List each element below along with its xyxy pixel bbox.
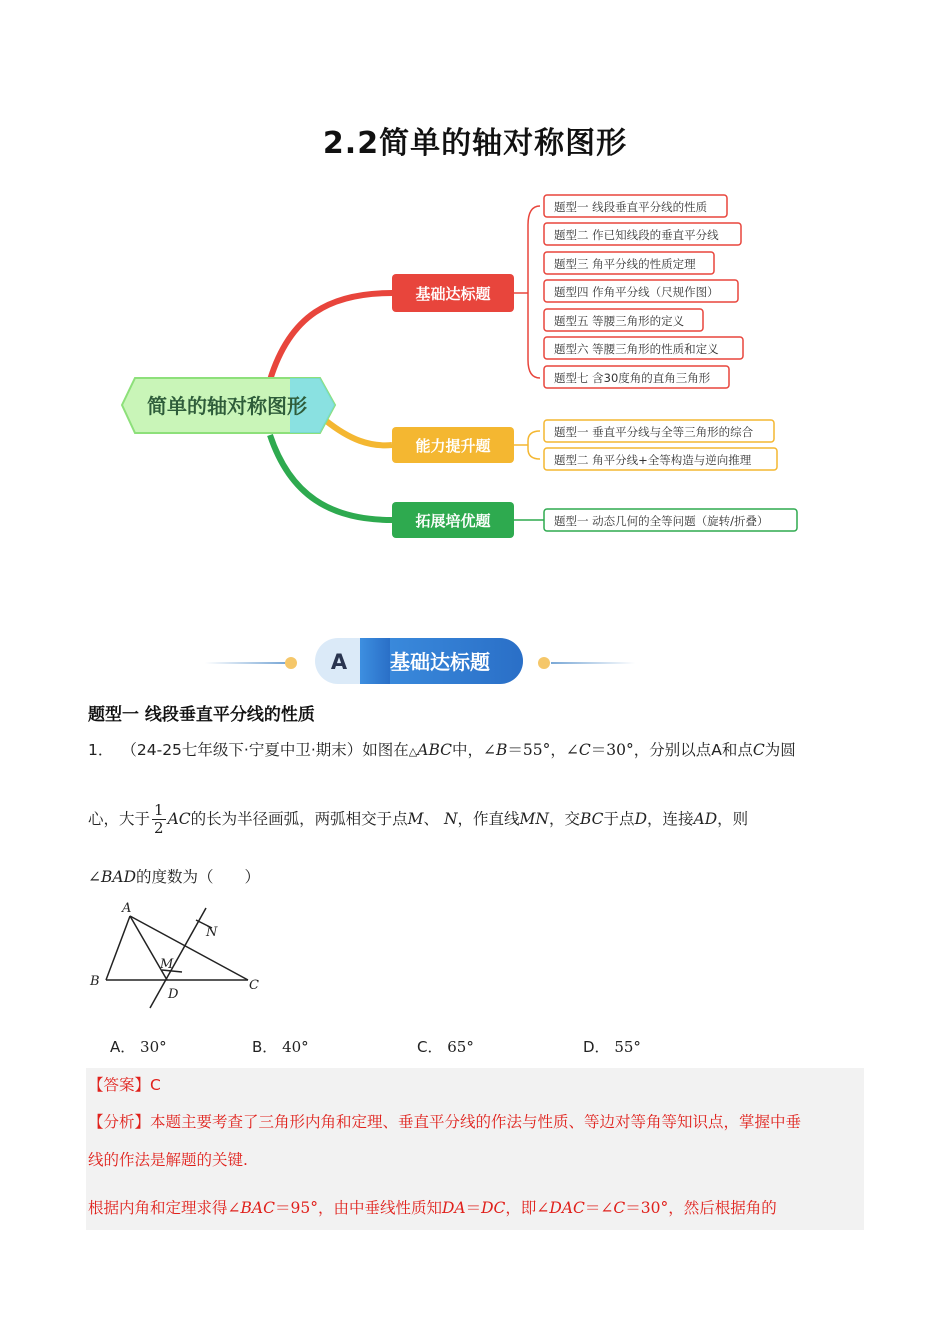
leaf-basic-6: 题型六 等腰三角形的性质和定义 <box>554 342 719 356</box>
page-title: 2.2简单的轴对称图形 <box>322 126 628 161</box>
section-heading: 题型一 线段垂直平分线的性质 <box>88 705 315 725</box>
label-N: N <box>206 925 218 940</box>
leaf-ability-2: 题型二 角平分线+全等构造与逆向推理 <box>554 453 752 467</box>
analysis-line-3: 根据内角和定理求得∠BAC＝95°，由中垂线性质知DA＝DC，即∠DAC＝∠C＝30°，然后根据角的 <box>88 1199 777 1217</box>
leaf-basic-2: 题型二 作已知线段的垂直平分线 <box>554 228 719 242</box>
leaf-basic-4: 题型四 作角平分线（尺规作图） <box>554 285 719 299</box>
question-line-1: 1． （24-25七年级下·宁夏中卫·期末）如图在△ABC中，∠B＝55°，∠C＝30°，分别以点A和点C为圆 <box>88 741 796 759</box>
leaf-extend-1: 题型一 动态几何的全等问题（旋转/折叠） <box>554 514 769 528</box>
label-C: C <box>249 978 259 993</box>
section-banner <box>205 632 635 692</box>
label-B: B <box>90 974 100 989</box>
leaf-ability-1: 题型一 垂直平分线与全等三角形的综合 <box>554 425 754 439</box>
branch-ability-label: 能力提升题 <box>415 437 491 455</box>
section-letter: A <box>330 650 348 674</box>
analysis-line-1: 【分析】本题主要考查了三角形内角和定理、垂直平分线的作法与性质、等边对等角等知识点，掌握中垂 <box>88 1113 802 1131</box>
section-label: 基础达标题 <box>390 650 490 674</box>
option-a[interactable]: A． 30° <box>110 1038 167 1056</box>
fraction-half: $\frac{1}{2}$ <box>154 801 164 837</box>
option-c[interactable]: C． 65° <box>417 1038 474 1056</box>
leaf-basic-3: 题型三 角平分线的性质定理 <box>554 257 696 271</box>
leaf-basic-1: 题型一 线段垂直平分线的性质 <box>554 200 708 214</box>
mind-map <box>100 185 800 545</box>
answer-value: C <box>150 1076 161 1094</box>
branch-basic-label: 基础达标题 <box>415 285 491 303</box>
question-number: 1． <box>88 741 114 759</box>
answer-line: 【答案】C <box>88 1076 161 1094</box>
connector-basic <box>270 293 392 380</box>
label-A: A <box>122 901 132 916</box>
root-label: 简单的轴对称图形 <box>147 394 307 418</box>
triangle-figure <box>86 898 266 1016</box>
leaf-basic-7: 题型七 含30度角的直角三角形 <box>554 371 711 385</box>
branch-extend-label: 拓展培优题 <box>415 512 491 530</box>
label-D: D <box>168 987 179 1002</box>
leaf-basic-5: 题型五 等腰三角形的定义 <box>554 314 685 328</box>
connector-ability <box>325 420 392 445</box>
connector-extend <box>270 435 392 520</box>
question-line-2: 心，大于 $\frac{1}{2}$ AC的长为半径画弧，两弧相交于点M、 N，作直线MN，交BC于点D，连接AD，则 <box>88 801 749 837</box>
basic-leaves <box>544 195 743 388</box>
option-b[interactable]: B． 40° <box>252 1038 309 1056</box>
option-d[interactable]: D． 55° <box>583 1038 641 1056</box>
label-M: M <box>160 957 174 972</box>
question-line-3: ∠BAD的度数为（ ） <box>88 868 261 886</box>
analysis-line-2: 线的作法是解题的关键. <box>88 1151 248 1169</box>
